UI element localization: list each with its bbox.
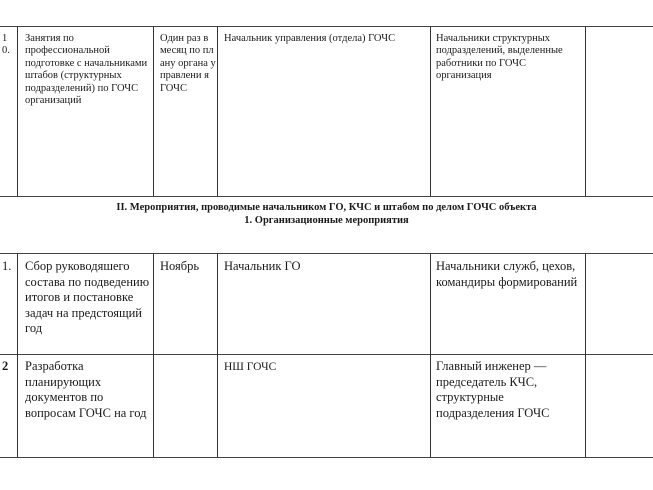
column-divider (153, 253, 154, 458)
column-divider (17, 26, 18, 197)
column-divider (430, 26, 431, 197)
column-divider (153, 26, 154, 197)
table-border-top (0, 26, 653, 27)
table-border-bottom (0, 457, 653, 458)
section-subtitle: 1. Организационные мероприятия (244, 215, 409, 226)
period-cell: Ноябрь (160, 259, 200, 273)
table-border-bottom (0, 196, 653, 197)
column-divider (430, 253, 431, 458)
activity-cell: Сбор руководяшего состава по подведению итогов и постановке задач на предстоящий год (25, 259, 150, 335)
responsible-cell: Начальник ГО (224, 259, 301, 273)
activity-cell: Занятия по профессиональной подготовке с начальниками штабов (структурных подразделений) по ГОЧС организаций (25, 33, 148, 107)
row-number: 1 0. (2, 33, 10, 57)
column-divider (17, 253, 18, 458)
row-number: 2 (2, 359, 9, 373)
row-number: 1. (2, 259, 12, 273)
period-cell: Один раз в месяц по плану органа управлени я ГОЧС (160, 33, 216, 94)
participants-cell: Начальники структурных подразделений, выделенные работники по ГОЧС организация (436, 33, 563, 82)
table-border-top (0, 253, 653, 254)
section-title: II. Мероприятия, проводимые начальником ГО, КЧС и штабом по делом ГОЧС объекта (116, 202, 537, 213)
activity-cell: Разработка планирующих документов по вопросам ГОЧС на год (25, 359, 147, 420)
column-divider (585, 26, 586, 197)
participants-cell: Главный инженер — председатель КЧС, структурные подразделения ГОЧС (436, 359, 550, 420)
responsible-cell: Начальник управления (отдела) ГОЧС (224, 33, 396, 44)
participants-cell: Начальники служб, цехов, командиры формирований (436, 259, 578, 289)
responsible-cell: НШ ГОЧС (224, 361, 277, 373)
row-divider (0, 354, 653, 355)
column-divider (217, 26, 218, 197)
column-divider (585, 253, 586, 458)
column-divider (217, 253, 218, 458)
